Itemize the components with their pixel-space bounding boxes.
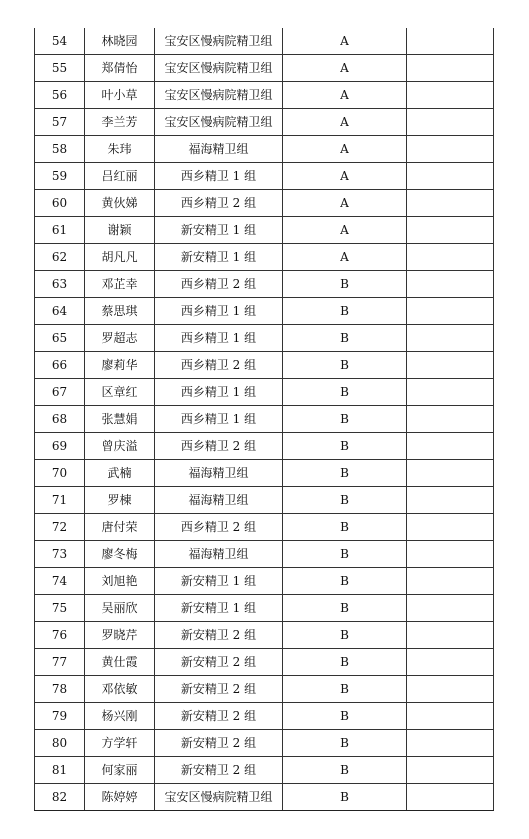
table-row bbox=[35, 298, 494, 325]
table-row bbox=[35, 433, 494, 460]
table-row bbox=[35, 28, 494, 55]
grade-cell: B bbox=[283, 379, 407, 406]
grade-cell: A bbox=[283, 163, 407, 190]
name-cell: 唐付荣 bbox=[85, 514, 155, 541]
name-cell: 武楠 bbox=[85, 460, 155, 487]
name-cell: 邓芷幸 bbox=[85, 271, 155, 298]
note-cell bbox=[407, 298, 494, 325]
table-row bbox=[35, 217, 494, 244]
row-number-cell: 60 bbox=[35, 190, 85, 217]
table-row bbox=[35, 82, 494, 109]
grade-cell: B bbox=[283, 487, 407, 514]
row-number-cell: 66 bbox=[35, 352, 85, 379]
name-cell: 何家丽 bbox=[85, 757, 155, 784]
note-cell bbox=[407, 136, 494, 163]
name-cell: 黄仕霞 bbox=[85, 649, 155, 676]
note-cell bbox=[407, 109, 494, 136]
grade-cell: B bbox=[283, 730, 407, 757]
name-cell: 曾庆溢 bbox=[85, 433, 155, 460]
group-cell: 新安精卫 1 组 bbox=[155, 595, 283, 622]
note-cell bbox=[407, 352, 494, 379]
note-cell bbox=[407, 676, 494, 703]
table-row bbox=[35, 649, 494, 676]
name-cell: 李兰芳 bbox=[85, 109, 155, 136]
name-cell: 方学轩 bbox=[85, 730, 155, 757]
grade-cell: B bbox=[283, 703, 407, 730]
table-row bbox=[35, 730, 494, 757]
row-number-cell: 71 bbox=[35, 487, 85, 514]
note-cell bbox=[407, 55, 494, 82]
grade-cell: B bbox=[283, 298, 407, 325]
note-cell bbox=[407, 460, 494, 487]
name-cell: 蔡思琪 bbox=[85, 298, 155, 325]
table-row bbox=[35, 379, 494, 406]
note-cell bbox=[407, 271, 494, 298]
grade-cell: A bbox=[283, 109, 407, 136]
row-number-cell: 74 bbox=[35, 568, 85, 595]
row-number-cell: 62 bbox=[35, 244, 85, 271]
table-row bbox=[35, 784, 494, 811]
note-cell bbox=[407, 757, 494, 784]
table-row bbox=[35, 541, 494, 568]
note-cell bbox=[407, 163, 494, 190]
note-cell bbox=[407, 730, 494, 757]
group-cell: 新安精卫 1 组 bbox=[155, 217, 283, 244]
name-cell: 吴丽欣 bbox=[85, 595, 155, 622]
grade-cell: B bbox=[283, 595, 407, 622]
group-cell: 新安精卫 2 组 bbox=[155, 757, 283, 784]
name-cell: 罗晓芹 bbox=[85, 622, 155, 649]
grade-cell: B bbox=[283, 352, 407, 379]
grade-cell: B bbox=[283, 325, 407, 352]
group-cell: 西乡精卫 2 组 bbox=[155, 190, 283, 217]
name-cell: 林晓园 bbox=[85, 28, 155, 55]
table-row bbox=[35, 352, 494, 379]
grade-cell: B bbox=[283, 406, 407, 433]
grade-cell: A bbox=[283, 190, 407, 217]
group-cell: 福海精卫组 bbox=[155, 460, 283, 487]
table-row bbox=[35, 406, 494, 433]
name-cell: 罗超志 bbox=[85, 325, 155, 352]
note-cell bbox=[407, 514, 494, 541]
note-cell bbox=[407, 568, 494, 595]
note-cell bbox=[407, 406, 494, 433]
row-number-cell: 76 bbox=[35, 622, 85, 649]
row-number-cell: 64 bbox=[35, 298, 85, 325]
grade-cell: A bbox=[283, 82, 407, 109]
grade-cell: B bbox=[283, 757, 407, 784]
row-number-cell: 67 bbox=[35, 379, 85, 406]
row-number-cell: 77 bbox=[35, 649, 85, 676]
row-number-cell: 70 bbox=[35, 460, 85, 487]
row-number-cell: 59 bbox=[35, 163, 85, 190]
table-row bbox=[35, 568, 494, 595]
grade-cell: B bbox=[283, 460, 407, 487]
row-number-cell: 78 bbox=[35, 676, 85, 703]
group-cell: 新安精卫 2 组 bbox=[155, 676, 283, 703]
row-number-cell: 82 bbox=[35, 784, 85, 811]
grade-cell: B bbox=[283, 676, 407, 703]
grade-cell: B bbox=[283, 514, 407, 541]
name-cell: 区章红 bbox=[85, 379, 155, 406]
table-row bbox=[35, 190, 494, 217]
table-row bbox=[35, 136, 494, 163]
group-cell: 西乡精卫 1 组 bbox=[155, 163, 283, 190]
group-cell: 新安精卫 2 组 bbox=[155, 649, 283, 676]
note-cell bbox=[407, 325, 494, 352]
group-cell: 新安精卫 1 组 bbox=[155, 568, 283, 595]
table-row bbox=[35, 325, 494, 352]
note-cell bbox=[407, 433, 494, 460]
note-cell bbox=[407, 487, 494, 514]
group-cell: 西乡精卫 2 组 bbox=[155, 514, 283, 541]
name-cell: 黄伙娣 bbox=[85, 190, 155, 217]
table-row bbox=[35, 703, 494, 730]
note-cell bbox=[407, 595, 494, 622]
group-cell: 福海精卫组 bbox=[155, 136, 283, 163]
table-row bbox=[35, 676, 494, 703]
personnel-table bbox=[34, 28, 494, 811]
note-cell bbox=[407, 82, 494, 109]
group-cell: 西乡精卫 1 组 bbox=[155, 379, 283, 406]
table-row bbox=[35, 460, 494, 487]
note-cell bbox=[407, 622, 494, 649]
row-number-cell: 75 bbox=[35, 595, 85, 622]
group-cell: 新安精卫 1 组 bbox=[155, 244, 283, 271]
name-cell: 张慧娟 bbox=[85, 406, 155, 433]
table-row bbox=[35, 109, 494, 136]
note-cell bbox=[407, 784, 494, 811]
name-cell: 谢颖 bbox=[85, 217, 155, 244]
grade-cell: B bbox=[283, 271, 407, 298]
row-number-cell: 57 bbox=[35, 109, 85, 136]
group-cell: 宝安区慢病院精卫组 bbox=[155, 109, 283, 136]
grade-cell: A bbox=[283, 136, 407, 163]
name-cell: 胡凡凡 bbox=[85, 244, 155, 271]
name-cell: 陈婷婷 bbox=[85, 784, 155, 811]
group-cell: 西乡精卫 1 组 bbox=[155, 406, 283, 433]
row-number-cell: 63 bbox=[35, 271, 85, 298]
row-number-cell: 80 bbox=[35, 730, 85, 757]
grade-cell: B bbox=[283, 622, 407, 649]
table-row bbox=[35, 622, 494, 649]
name-cell: 刘旭艳 bbox=[85, 568, 155, 595]
grade-cell: A bbox=[283, 244, 407, 271]
note-cell bbox=[407, 703, 494, 730]
name-cell: 邓依敏 bbox=[85, 676, 155, 703]
grade-cell: A bbox=[283, 55, 407, 82]
grade-cell: A bbox=[283, 217, 407, 244]
grade-cell: B bbox=[283, 649, 407, 676]
row-number-cell: 56 bbox=[35, 82, 85, 109]
row-number-cell: 72 bbox=[35, 514, 85, 541]
row-number-cell: 81 bbox=[35, 757, 85, 784]
table-row bbox=[35, 514, 494, 541]
note-cell bbox=[407, 190, 494, 217]
group-cell: 宝安区慢病院精卫组 bbox=[155, 784, 283, 811]
name-cell: 朱玮 bbox=[85, 136, 155, 163]
group-cell: 西乡精卫 2 组 bbox=[155, 352, 283, 379]
group-cell: 西乡精卫 2 组 bbox=[155, 271, 283, 298]
note-cell bbox=[407, 217, 494, 244]
group-cell: 西乡精卫 1 组 bbox=[155, 298, 283, 325]
row-number-cell: 68 bbox=[35, 406, 85, 433]
group-cell: 新安精卫 2 组 bbox=[155, 622, 283, 649]
name-cell: 廖冬梅 bbox=[85, 541, 155, 568]
row-number-cell: 58 bbox=[35, 136, 85, 163]
group-cell: 新安精卫 2 组 bbox=[155, 703, 283, 730]
grade-cell: B bbox=[283, 784, 407, 811]
table-row bbox=[35, 271, 494, 298]
note-cell bbox=[407, 379, 494, 406]
grade-cell: A bbox=[283, 28, 407, 55]
group-cell: 新安精卫 2 组 bbox=[155, 730, 283, 757]
row-number-cell: 65 bbox=[35, 325, 85, 352]
table-row bbox=[35, 244, 494, 271]
row-number-cell: 61 bbox=[35, 217, 85, 244]
group-cell: 宝安区慢病院精卫组 bbox=[155, 82, 283, 109]
group-cell: 西乡精卫 1 组 bbox=[155, 325, 283, 352]
row-number-cell: 55 bbox=[35, 55, 85, 82]
note-cell bbox=[407, 244, 494, 271]
name-cell: 吕红丽 bbox=[85, 163, 155, 190]
row-number-cell: 73 bbox=[35, 541, 85, 568]
table-row bbox=[35, 163, 494, 190]
grade-cell: B bbox=[283, 541, 407, 568]
group-cell: 宝安区慢病院精卫组 bbox=[155, 55, 283, 82]
grade-cell: B bbox=[283, 433, 407, 460]
table-row bbox=[35, 55, 494, 82]
row-number-cell: 54 bbox=[35, 28, 85, 55]
table-body bbox=[35, 28, 494, 811]
name-cell: 郑倩怡 bbox=[85, 55, 155, 82]
row-number-cell: 69 bbox=[35, 433, 85, 460]
grade-cell: B bbox=[283, 568, 407, 595]
group-cell: 宝安区慢病院精卫组 bbox=[155, 28, 283, 55]
table-row bbox=[35, 757, 494, 784]
group-cell: 福海精卫组 bbox=[155, 541, 283, 568]
name-cell: 杨兴刚 bbox=[85, 703, 155, 730]
group-cell: 西乡精卫 2 组 bbox=[155, 433, 283, 460]
table-row bbox=[35, 487, 494, 514]
note-cell bbox=[407, 28, 494, 55]
name-cell: 廖莉华 bbox=[85, 352, 155, 379]
note-cell bbox=[407, 649, 494, 676]
table-row bbox=[35, 595, 494, 622]
row-number-cell: 79 bbox=[35, 703, 85, 730]
name-cell: 罗棟 bbox=[85, 487, 155, 514]
name-cell: 叶小草 bbox=[85, 82, 155, 109]
group-cell: 福海精卫组 bbox=[155, 487, 283, 514]
note-cell bbox=[407, 541, 494, 568]
